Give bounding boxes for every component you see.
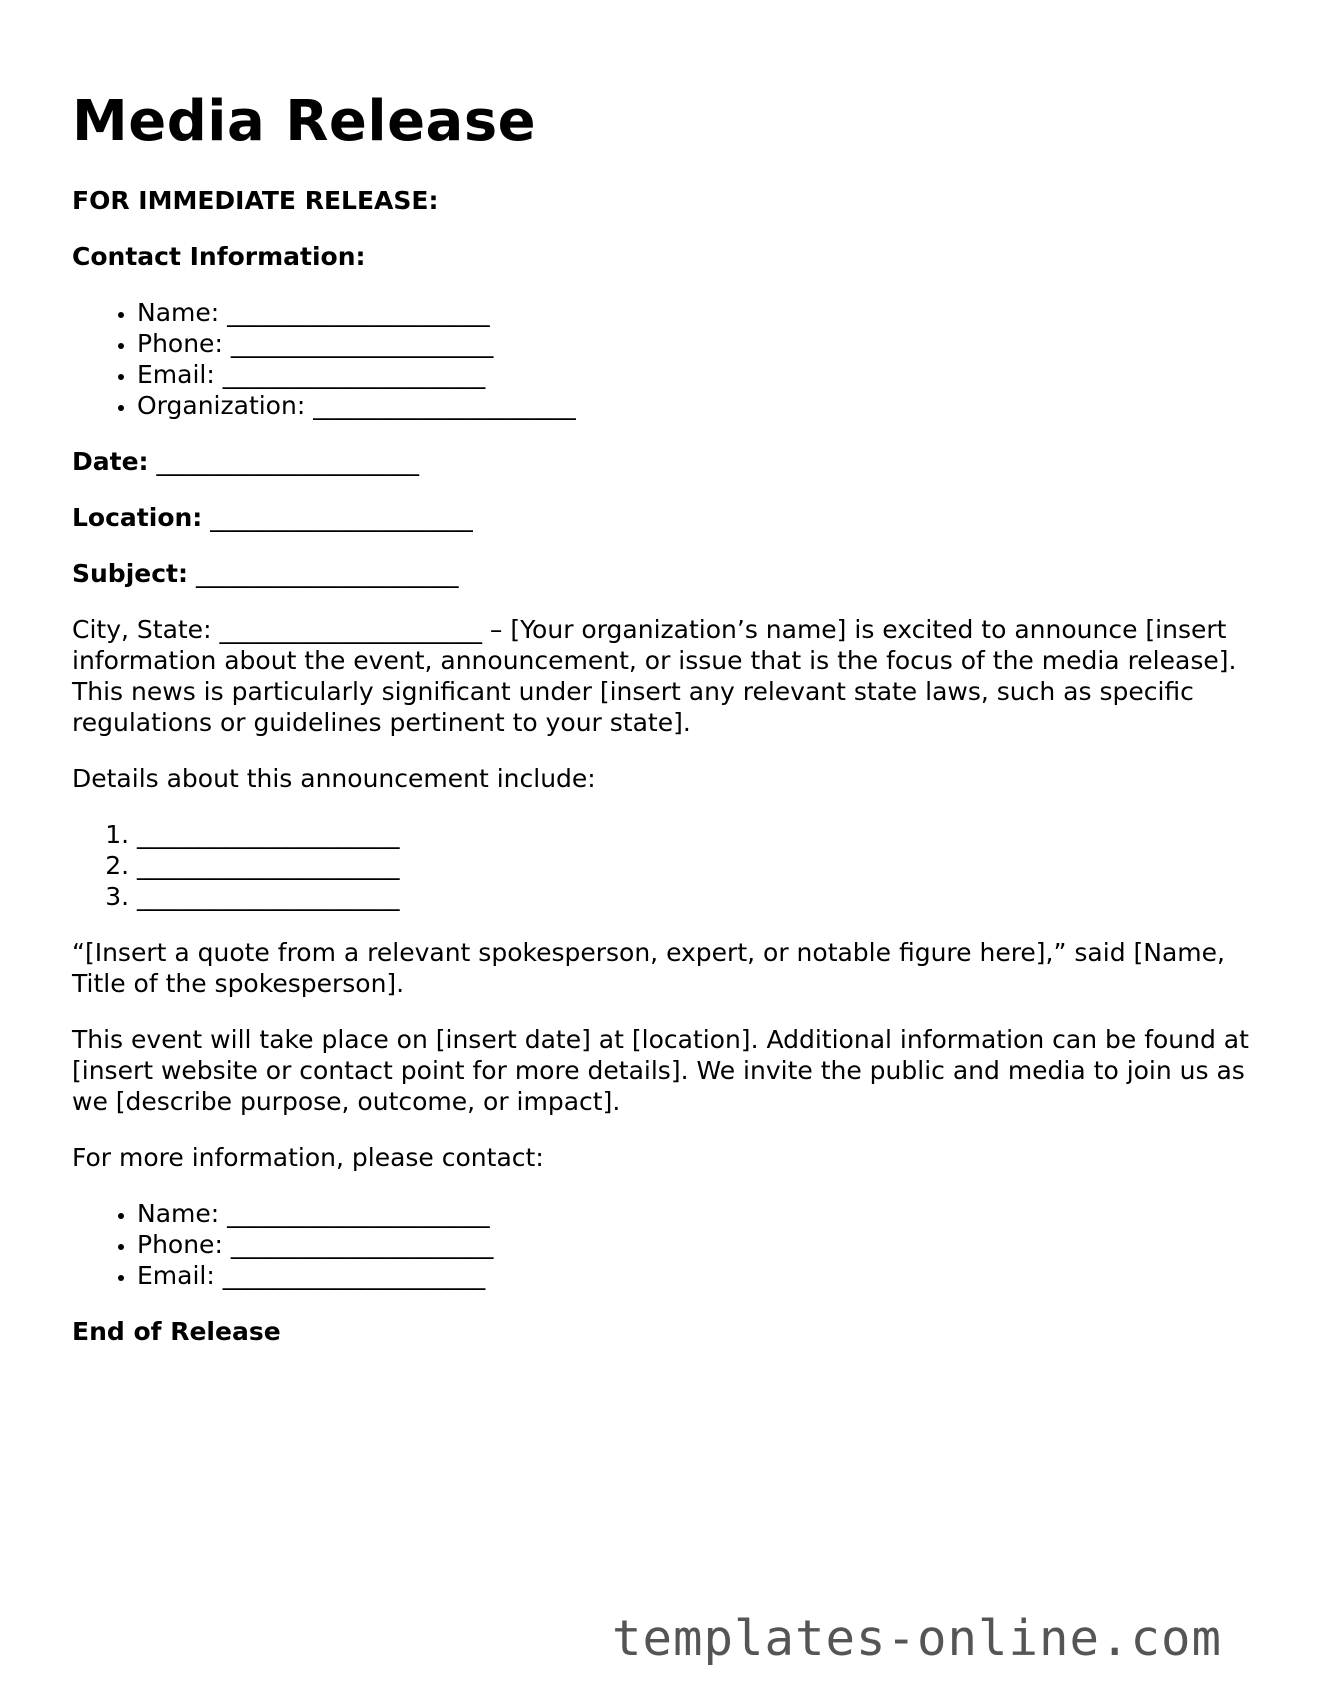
list-item: [137, 359, 1252, 390]
end-of-release: End of Release: [72, 1317, 281, 1346]
list-item: [137, 881, 1252, 912]
contact-name-label: Name:: [137, 298, 220, 327]
contact-heading: Contact Information:: [72, 242, 366, 271]
location-blank: _____________________: [210, 503, 473, 532]
detail-blank-2: _____________________: [137, 851, 400, 880]
location-label: Location:: [72, 503, 203, 532]
date-label: Date:: [72, 447, 149, 476]
contact-organization-label: Organization:: [137, 391, 306, 420]
contact-organization-blank: _____________________: [313, 391, 576, 420]
subject-line: [72, 558, 1252, 589]
quote-paragraph: “[Insert a quote from a relevant spokesperson, expert, or notable figure here],” said [Name, Title of the spokesperson].: [72, 938, 1225, 998]
more-name-blank: _____________________: [227, 1199, 490, 1228]
document-title: Media Release: [72, 89, 537, 154]
release-line: FOR IMMEDIATE RELEASE:: [72, 186, 439, 215]
more-contact-list: [72, 1198, 1252, 1291]
more-phone-label: Phone:: [137, 1230, 223, 1259]
contact-name-blank: _____________________: [227, 298, 490, 327]
more-phone-blank: _____________________: [230, 1230, 494, 1259]
list-item: [137, 850, 1252, 881]
list-item: [137, 328, 1252, 359]
intro-text: – [Your organization’s name] is excited to announce [insert information about the event, announcement, or issue that is the focus of the media release]. This news is particularly significant under [insert any relevant state laws, such as specific regulations or guidelines pertinent to your state].: [72, 615, 1237, 737]
list-item: [137, 297, 1252, 328]
contact-email-label: Email:: [137, 360, 215, 389]
details-intro: Details about this announcement include:: [72, 764, 596, 793]
list-item: [137, 1198, 1252, 1229]
more-email-blank: _____________________: [222, 1261, 486, 1290]
subject-blank: _____________________: [195, 559, 459, 588]
watermark: templates-online.com: [612, 1610, 1223, 1667]
more-name-label: Name:: [137, 1199, 220, 1228]
detail-blank-3: _____________________: [137, 882, 400, 911]
contact-phone-label: Phone:: [137, 329, 223, 358]
date-blank: _____________________: [156, 447, 419, 476]
document-page: [72, 89, 1252, 1347]
location-line: [72, 502, 1252, 533]
intro-paragraph: [72, 614, 1252, 738]
more-email-label: Email:: [137, 1261, 215, 1290]
list-item: [137, 390, 1252, 421]
list-item: [137, 1260, 1252, 1291]
list-item: [137, 819, 1252, 850]
contact-email-blank: _____________________: [222, 360, 486, 389]
intro-blank: _____________________: [219, 615, 482, 644]
contact-phone-blank: _____________________: [230, 329, 494, 358]
more-info-line: For more information, please contact:: [72, 1143, 544, 1172]
list-item: [137, 1229, 1252, 1260]
date-line: [72, 446, 1252, 477]
event-paragraph: This event will take place on [insert date] at [location]. Additional information can be found at [insert website or contact point for more details]. We invite the public and media to join us as we [describe purpose, outcome, or impact].: [72, 1025, 1249, 1116]
subject-label: Subject:: [72, 559, 188, 588]
details-list: [72, 819, 1252, 912]
intro-prefix: City, State:: [72, 615, 212, 644]
contact-list: [72, 297, 1252, 421]
detail-blank-1: _____________________: [137, 820, 400, 849]
